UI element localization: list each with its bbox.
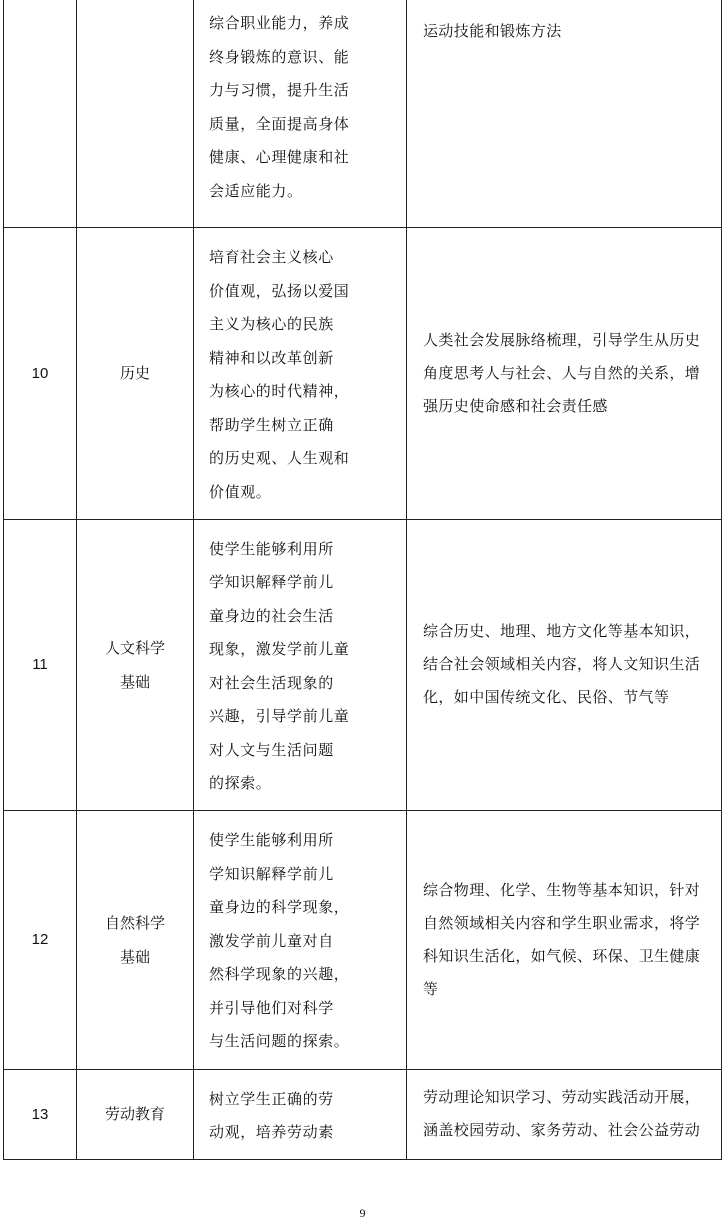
goal-line: 综合职业能力，养成 (209, 14, 350, 32)
goal-line: 帮助学生树立正确 (209, 415, 334, 434)
goal-cell (194, 0, 407, 227)
goal-line: 与生活问题的探索。 (209, 1032, 350, 1051)
content-line: 人类社会发展脉络梳理，引导学生从历史 (423, 330, 701, 349)
content-cell (407, 810, 722, 1069)
goal-line: 对人文与生活问题 (209, 740, 334, 759)
goal-cell (194, 519, 407, 810)
row-number-cell (4, 810, 77, 1069)
goal-line: 终身锻炼的意识、能 (209, 47, 350, 66)
goal-line: 学知识解释学前儿 (209, 573, 334, 591)
subject-name: 人文科学 (104, 638, 165, 657)
goal-line: 童身边的科学现象， (209, 898, 350, 917)
subject-name: 基础 (119, 947, 150, 966)
table-row (4, 227, 722, 519)
subject-name: 历史 (119, 364, 150, 382)
subject-name: 基础 (119, 672, 150, 691)
row-number: 13 (31, 1105, 49, 1123)
content-line: 角度思考人与社会、人与自然的关系，增 (423, 363, 701, 382)
goal-line: 为核心的时代精神， (209, 382, 350, 400)
content-line: 综合历史、地理、地方文化等基本知识， (423, 622, 701, 640)
content-cell (407, 1069, 722, 1159)
subject-name: 自然科学 (104, 913, 165, 932)
content-line: 科知识生活化，如气候、环保、卫生健康 (423, 946, 701, 965)
goal-line: 现象，激发学前儿童 (209, 640, 350, 658)
row-number-cell (4, 0, 77, 227)
goal-line: 精神和以改革创新 (209, 348, 334, 367)
goal-line: 主义为核心的民族 (209, 315, 334, 333)
content-line: 等 (423, 979, 439, 998)
subject-cell (77, 227, 194, 519)
goal-line: 价值观。 (209, 482, 272, 501)
subject-name: 劳动教育 (104, 1105, 165, 1123)
content-line: 劳动理论知识学习、劳动实践活动开展， (423, 1088, 701, 1106)
content-cell (407, 519, 722, 810)
goal-line: 力与习惯，提升生活 (209, 81, 350, 99)
goal-line: 使学生能够利用所 (209, 831, 334, 850)
goal-cell (194, 810, 407, 1069)
goal-line: 兴趣，引导学前儿童 (209, 707, 350, 725)
content-line: 自然领域相关内容和学生职业需求，将学 (423, 913, 701, 932)
row-number: 12 (31, 931, 49, 948)
table-row (4, 1069, 722, 1159)
goal-line: 会适应能力。 (209, 181, 303, 200)
subject-cell (77, 1069, 194, 1159)
goal-line: 学知识解释学前儿 (209, 864, 334, 883)
page-number: 9 (359, 1206, 366, 1220)
content-cell (407, 227, 722, 519)
content-line: 强历史使命感和社会责任感 (423, 396, 608, 415)
goal-line: 树立学生正确的劳 (209, 1089, 334, 1108)
row-number-cell (4, 227, 77, 519)
goal-cell (194, 1069, 407, 1159)
goal-line: 童身边的社会生活 (209, 606, 334, 625)
content-line: 化，如中国传统文化、民俗、节气等 (423, 688, 670, 706)
table-row (4, 519, 722, 810)
content-cell (407, 0, 722, 227)
goal-line: 的探索。 (209, 774, 272, 792)
goal-line: 激发学前儿童对自 (209, 931, 334, 950)
goal-line: 的历史观、人生观和 (209, 449, 350, 467)
content-line: 结合社会领域相关内容，将人文知识生活 (423, 655, 701, 673)
curriculum-table (3, 0, 722, 1160)
row-number-cell (4, 1069, 77, 1159)
content-line: 运动技能和锻炼方法 (423, 22, 562, 40)
goal-line: 对社会生活现象的 (209, 673, 334, 692)
goal-line: 动观，培养劳动素 (209, 1123, 334, 1141)
goal-line: 健康、心理健康和社 (209, 148, 350, 166)
row-number-cell (4, 519, 77, 810)
row-number: 11 (32, 656, 48, 673)
content-line: 涵盖校园劳动、家务劳动、社会公益劳动 (423, 1121, 701, 1139)
subject-cell (77, 519, 194, 810)
subject-cell (77, 810, 194, 1069)
subject-cell (77, 0, 194, 227)
table-row (4, 0, 722, 227)
goal-line: 然科学现象的兴趣， (209, 965, 350, 984)
goal-line: 培育社会主义核心 (209, 248, 334, 266)
goal-line: 并引导他们对科学 (209, 998, 334, 1017)
table-row (4, 810, 722, 1069)
row-number: 10 (31, 364, 49, 382)
goal-cell (194, 227, 407, 519)
goal-line: 使学生能够利用所 (209, 539, 334, 558)
content-line: 综合物理、化学、生物等基本知识，针对 (423, 880, 701, 899)
goal-line: 价值观，弘扬以爱国 (209, 281, 350, 300)
goal-line: 质量，全面提高身体 (209, 114, 350, 133)
